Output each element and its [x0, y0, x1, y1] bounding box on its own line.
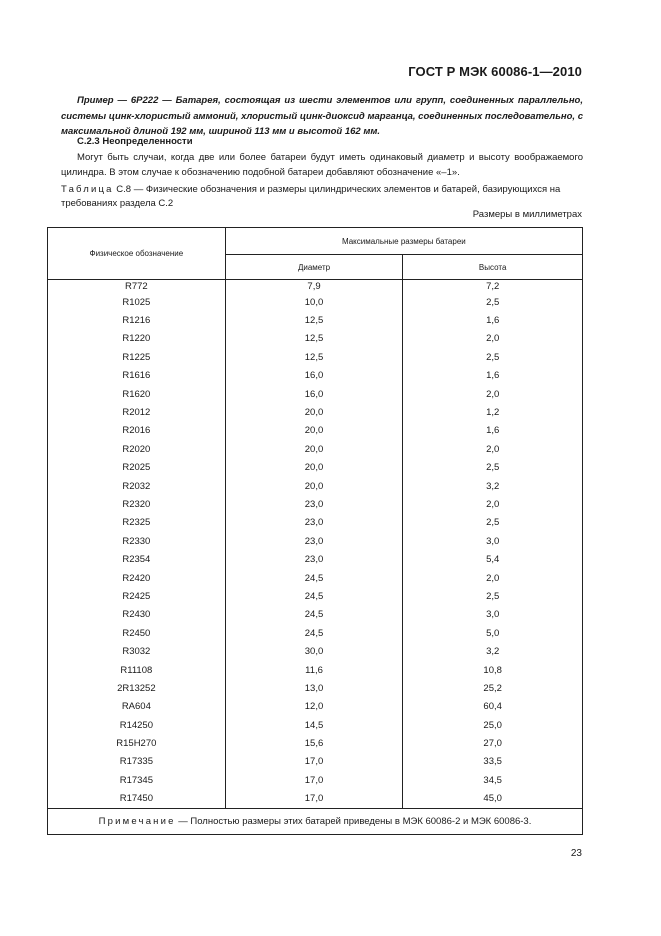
section-body: Могут быть случаи, когда две или более батареи будут иметь одинаковый диаметр и высоту воображаемого цилиндра. В этом случае к обозначению подобной батареи добавляют обозначение «–1».	[61, 152, 583, 178]
cell-designation: R1225	[48, 348, 226, 366]
cell-diameter: 12,0	[225, 698, 403, 716]
section-heading: С.2.3 Неопределенности	[77, 136, 193, 147]
table-row	[48, 532, 583, 550]
cell-designation: R1620	[48, 385, 226, 403]
cell-diameter: 12,5	[225, 330, 403, 348]
cell-height: 2,0	[403, 440, 583, 458]
cell-designation: 2R13252	[48, 679, 226, 697]
column-header-designation: Физическое обозначение	[48, 228, 226, 280]
cell-height: 33,5	[403, 753, 583, 771]
cell-diameter: 16,0	[225, 385, 403, 403]
cell-diameter: 20,0	[225, 403, 403, 421]
table-row	[48, 477, 583, 495]
table-caption	[61, 183, 583, 211]
cell-height: 25,0	[403, 716, 583, 734]
cell-height: 27,0	[403, 734, 583, 752]
cell-diameter: 12,5	[225, 348, 403, 366]
table-row	[48, 606, 583, 624]
cell-diameter: 23,0	[225, 550, 403, 568]
table-caption-text: С.8 — Физические обозначения и размеры цилиндрических элементов и батарей, базирующихся на требованиях раздела С.2	[61, 184, 561, 209]
cell-diameter: 30,0	[225, 642, 403, 660]
cell-designation: R2032	[48, 477, 226, 495]
cell-designation: R2420	[48, 569, 226, 587]
cell-diameter: 7,9	[225, 280, 403, 294]
table-row	[48, 385, 583, 403]
cell-diameter: 23,0	[225, 495, 403, 513]
cell-height: 3,2	[403, 477, 583, 495]
cell-height: 2,5	[403, 293, 583, 311]
cell-diameter: 24,5	[225, 624, 403, 642]
cell-diameter: 20,0	[225, 422, 403, 440]
cell-designation: R2025	[48, 459, 226, 477]
table-row	[48, 698, 583, 716]
cell-designation: R2016	[48, 422, 226, 440]
cell-height: 1,6	[403, 367, 583, 385]
cell-diameter: 17,0	[225, 753, 403, 771]
table-body	[48, 280, 583, 809]
cell-designation: R1025	[48, 293, 226, 311]
table-row	[48, 790, 583, 809]
cell-height: 5,4	[403, 550, 583, 568]
cell-diameter: 23,0	[225, 514, 403, 532]
cell-designation: R17450	[48, 790, 226, 809]
cell-diameter: 13,0	[225, 679, 403, 697]
cell-height: 3,0	[403, 532, 583, 550]
cell-designation: R1616	[48, 367, 226, 385]
cell-height: 45,0	[403, 790, 583, 809]
cell-height: 2,0	[403, 569, 583, 587]
cell-diameter: 24,5	[225, 587, 403, 605]
cell-designation: R1216	[48, 311, 226, 329]
units-note: Размеры в миллиметрах	[472, 209, 582, 220]
cell-designation: R17335	[48, 753, 226, 771]
cell-height: 34,5	[403, 771, 583, 789]
cell-diameter: 24,5	[225, 606, 403, 624]
cell-designation: R15H270	[48, 734, 226, 752]
cell-height: 2,0	[403, 495, 583, 513]
cell-designation: R2430	[48, 606, 226, 624]
cell-height: 1,2	[403, 403, 583, 421]
table-row	[48, 440, 583, 458]
cell-designation: R2330	[48, 532, 226, 550]
column-header-diameter: Диаметр	[225, 255, 403, 280]
cell-height: 10,8	[403, 661, 583, 679]
cell-diameter: 16,0	[225, 367, 403, 385]
column-header-height: Высота	[403, 255, 583, 280]
cell-designation: R14250	[48, 716, 226, 734]
table-row	[48, 459, 583, 477]
cell-designation: RA604	[48, 698, 226, 716]
cell-height: 2,0	[403, 385, 583, 403]
table-row	[48, 330, 583, 348]
table-row	[48, 403, 583, 421]
table-row	[48, 734, 583, 752]
cell-diameter: 15,6	[225, 734, 403, 752]
table-note	[48, 808, 583, 834]
cell-diameter: 12,5	[225, 311, 403, 329]
cell-designation: R2020	[48, 440, 226, 458]
table-row	[48, 624, 583, 642]
cell-designation: R772	[48, 280, 226, 294]
document-header: ГОСТ Р МЭК 60086-1—2010	[408, 64, 582, 79]
table-row	[48, 348, 583, 366]
table-row	[48, 753, 583, 771]
cell-diameter: 14,5	[225, 716, 403, 734]
cell-designation: R2320	[48, 495, 226, 513]
table-row	[48, 422, 583, 440]
cell-height: 2,5	[403, 514, 583, 532]
cell-diameter: 10,0	[225, 293, 403, 311]
table-caption-label: Таблица	[61, 184, 114, 195]
table-row	[48, 514, 583, 532]
table-row	[48, 642, 583, 660]
cell-designation: R2012	[48, 403, 226, 421]
table-row	[48, 587, 583, 605]
cell-height: 1,6	[403, 311, 583, 329]
cell-diameter: 20,0	[225, 459, 403, 477]
cell-diameter: 24,5	[225, 569, 403, 587]
table-row	[48, 716, 583, 734]
cell-designation: R17345	[48, 771, 226, 789]
cell-designation: R2325	[48, 514, 226, 532]
table-row	[48, 550, 583, 568]
dimensions-table	[47, 227, 583, 835]
cell-height: 60,4	[403, 698, 583, 716]
example-paragraph: Пример — 6Р222 — Батарея, состоящая из шести элементов или групп, соединенных параллельно, системы цинк-хлористый аммоний, хлористый цинк-диоксид марганца, соединенных последовательно, с максимальной длиной 192 мм, шириной 113 мм и высотой 162 мм.	[61, 95, 583, 137]
cell-diameter: 20,0	[225, 477, 403, 495]
cell-designation: R11108	[48, 661, 226, 679]
cell-height: 5,0	[403, 624, 583, 642]
cell-designation: R3032	[48, 642, 226, 660]
table-row	[48, 495, 583, 513]
table-row	[48, 367, 583, 385]
cell-height: 2,5	[403, 459, 583, 477]
cell-designation: R2354	[48, 550, 226, 568]
cell-height: 3,2	[403, 642, 583, 660]
table-note-text: — Полностью размеры этих батарей приведены в МЭК 60086-2 и МЭК 60086-3.	[175, 815, 532, 827]
table-row	[48, 771, 583, 789]
table-row	[48, 661, 583, 679]
table-row	[48, 679, 583, 697]
cell-diameter: 11,6	[225, 661, 403, 679]
page-number: 23	[570, 848, 582, 859]
cell-height: 1,6	[403, 422, 583, 440]
cell-height: 2,0	[403, 330, 583, 348]
cell-height: 25,2	[403, 679, 583, 697]
cell-height: 2,5	[403, 348, 583, 366]
cell-designation: R1220	[48, 330, 226, 348]
cell-diameter: 17,0	[225, 771, 403, 789]
cell-designation: R2425	[48, 587, 226, 605]
cell-designation: R2450	[48, 624, 226, 642]
cell-height: 3,0	[403, 606, 583, 624]
cell-diameter: 17,0	[225, 790, 403, 809]
table-row	[48, 569, 583, 587]
table-note-label: Примечание	[98, 815, 176, 827]
table-row	[48, 280, 583, 294]
column-header-max-dimensions: Максимальные размеры батареи	[225, 228, 582, 255]
table-row	[48, 311, 583, 329]
cell-height: 2,5	[403, 587, 583, 605]
table-row	[48, 293, 583, 311]
cell-diameter: 20,0	[225, 440, 403, 458]
cell-height: 7,2	[403, 280, 583, 294]
cell-diameter: 23,0	[225, 532, 403, 550]
